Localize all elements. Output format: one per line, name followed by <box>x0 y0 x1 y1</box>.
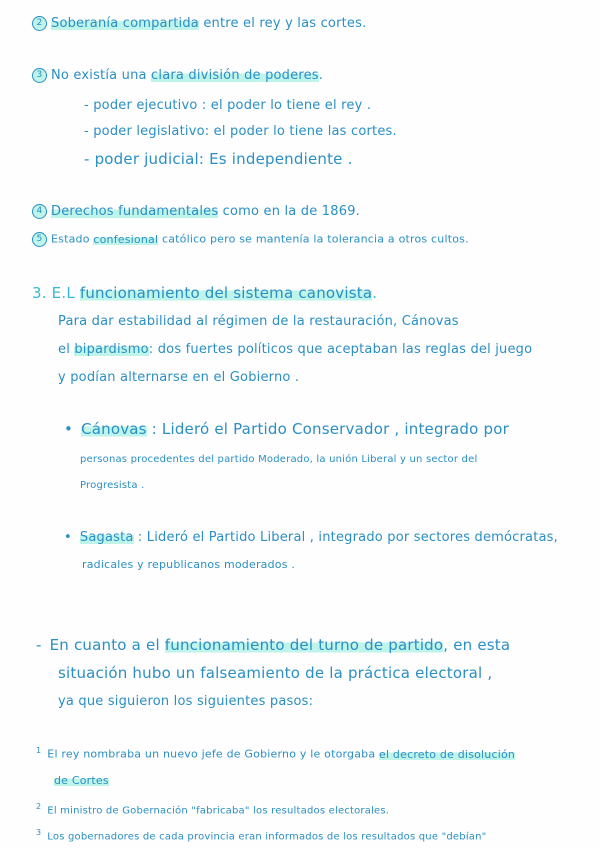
step-2 <box>36 802 389 816</box>
item-text: No existía una <box>51 68 152 83</box>
step-number: 1 <box>36 746 42 755</box>
step-text: El ministro de Gobernación "fabricaba" los resultados electorales. <box>47 805 390 817</box>
highlight-text: Sagasta <box>79 530 134 545</box>
section-heading <box>32 284 377 302</box>
step-number: 3 <box>36 828 42 837</box>
section-paragraph-line <box>58 342 532 357</box>
section-paragraph-line: Para dar estabilidad al régimen de la restauración, Cánovas <box>58 314 459 329</box>
paragraph-text: En cuanto a el <box>49 636 165 654</box>
turno-paragraph-line: situación hubo un falseamiento de la práctica electoral , <box>58 664 493 682</box>
item-number-badge: 3 <box>32 68 47 83</box>
highlight-text: Cánovas <box>81 420 147 438</box>
step-1-continuation <box>54 774 109 787</box>
bullet-continuation: Progresista . <box>80 480 145 491</box>
power-judicial: - poder judicial: Es independiente . <box>84 150 353 168</box>
bullet-sagasta <box>64 530 558 545</box>
highlight-text: funcionamiento del sistema canovista <box>79 284 373 302</box>
step-1 <box>36 746 515 761</box>
item-text: entre el rey y las cortes. <box>198 16 367 31</box>
paragraph-text: , en esta <box>443 636 511 654</box>
turno-paragraph-line <box>36 636 510 654</box>
highlight-text: Soberanía compartida <box>51 16 199 31</box>
power-executive: - poder ejecutivo : el poder lo tiene el rey . <box>84 98 372 113</box>
section-number: 3. E.L <box>32 284 80 302</box>
highlight-text: bipardismo <box>74 342 149 357</box>
paragraph-text: : dos fuertes políticos que aceptaban las reglas del juego <box>148 342 533 357</box>
bullet-dot: • <box>64 530 72 545</box>
step-text: Los gobernadores de cada provincia eran informados de los resultados que "debían" <box>47 831 487 843</box>
item-3 <box>32 68 323 83</box>
highlight-text: funcionamiento del turno de partido <box>164 636 444 654</box>
item-number-badge: 2 <box>32 16 47 31</box>
highlight-text: de Cortes <box>54 774 109 787</box>
dash-marker: - <box>36 636 42 654</box>
turno-paragraph-line: ya que siguieron los siguientes pasos: <box>58 694 314 709</box>
step-number: 2 <box>36 802 42 811</box>
item-number-badge: 4 <box>32 204 47 219</box>
highlight-text: Derechos fundamentales <box>51 204 219 219</box>
item-text: Estado <box>51 232 94 246</box>
step-text: El rey nombraba un nuevo jefe de Gobierno y le otorgaba <box>47 747 379 761</box>
highlight-text: confesional <box>93 232 159 246</box>
bullet-text: : Lideró el Partido Conservador , integrado por <box>146 420 509 438</box>
power-legislative: - poder legislativo: el poder lo tiene las cortes. <box>84 124 397 139</box>
item-text: . <box>318 68 324 83</box>
bullet-continuation: radicales y republicanos moderados . <box>82 558 296 571</box>
step-3 <box>36 828 486 842</box>
bullet-text: : Lideró el Partido Liberal , integrado por sectores demócratas, <box>133 530 558 545</box>
bullet-canovas <box>64 420 509 438</box>
item-5 <box>32 232 469 247</box>
item-text: católico pero se mantenía la tolerancia a otros cultos. <box>158 232 469 246</box>
paragraph-text: el <box>58 342 75 357</box>
bullet-dot: • <box>64 420 74 438</box>
section-paragraph-line: y podían alternarse en el Gobierno . <box>58 370 300 385</box>
item-2 <box>32 16 366 31</box>
bullet-continuation: personas procedentes del partido Moderado, la unión Liberal y un sector del <box>80 454 478 465</box>
highlight-text: el decreto de disolución <box>379 747 516 761</box>
item-4 <box>32 204 360 219</box>
section-heading-end: . <box>372 284 378 302</box>
item-text: como en la de 1869. <box>218 204 361 219</box>
highlight-text: clara división de poderes <box>151 68 319 83</box>
item-number-badge: 5 <box>32 232 47 247</box>
